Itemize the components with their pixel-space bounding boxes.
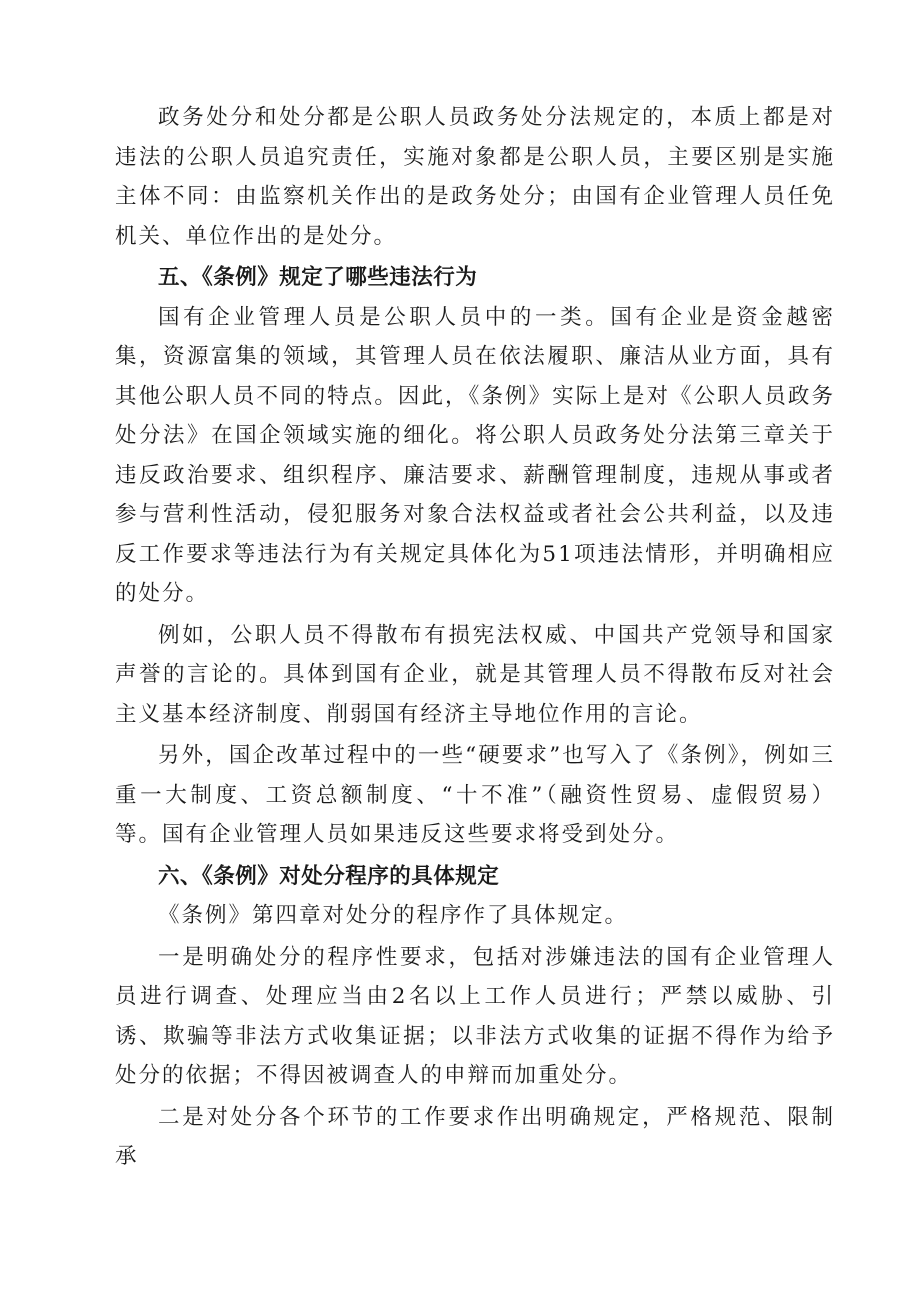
section-heading-six: 六、《条例》对处分程序的具体规定	[158, 863, 500, 889]
paragraph-hard-requirements: 另外，国企改革过程中的一些“硬要求”也写入了《条例》，例如三重一大制度、工资总额制度、“十不准”（融资性贸易、虚假贸易）等。国有企业管理人员如果违反这些要求将受到处分。	[115, 743, 835, 847]
paragraph-example: 例如，公职人员不得散布有损宪法权威、中国共产党领导和国家声誉的言论的。具体到国有企业，就是其管理人员不得散布反对社会主义基本经济制度、削弱国有经济主导地位作用的言论。	[115, 622, 835, 727]
paragraph-distinction: 政务处分和处分都是公职人员政务处分法规定的，本质上都是对违法的公职人员追究责任，实施对象都是公职人员，主要区别是实施主体不同：由监察机关作出的是政务处分；由国有企业管理人员任免机关、单位作出的是处分。	[115, 105, 835, 249]
paragraph-procedure-one: 一是明确处分的程序性要求，包括对涉嫌违法的国有企业管理人员进行调查、处理应当由2名以上工作人员进行；严禁以威胁、引诱、欺骗等非法方式收集证据；以非法方式收集的证据不得作为给予处分的依据；不得因被调查人的申辩而加重处分。	[115, 944, 835, 1088]
paragraph-procedure-two: 二是对处分各个环节的工作要求作出明确规定，严格规范、限制承	[115, 1104, 835, 1169]
paragraph-chapter-four: 《条例》第四章对处分的程序作了具体规定。	[158, 903, 629, 928]
paragraph-violations-overview: 国有企业管理人员是公职人员中的一类。国有企业是资金越密集，资源富集的领域，其管理人员在依法履职、廉洁从业方面，具有其他公职人员不同的特点。因此，《条例》实际上是对《公职人员政务处分法》在国企领域实施的细化。将公职人员政务处分法第三章关于违反政治要求、组织程序、廉洁要求、薪酬管理制度，违规从事或者参与营利性活动，侵犯服务对象合法权益或者社会公共利益，以及违反工作要求等违法行为有关规定具体化为51项违法情形，并明确相应的处分。	[115, 304, 835, 606]
document-body	[115, 98, 835, 1177]
section-heading-five: 五、《条例》规定了哪些违法行为	[158, 265, 478, 290]
